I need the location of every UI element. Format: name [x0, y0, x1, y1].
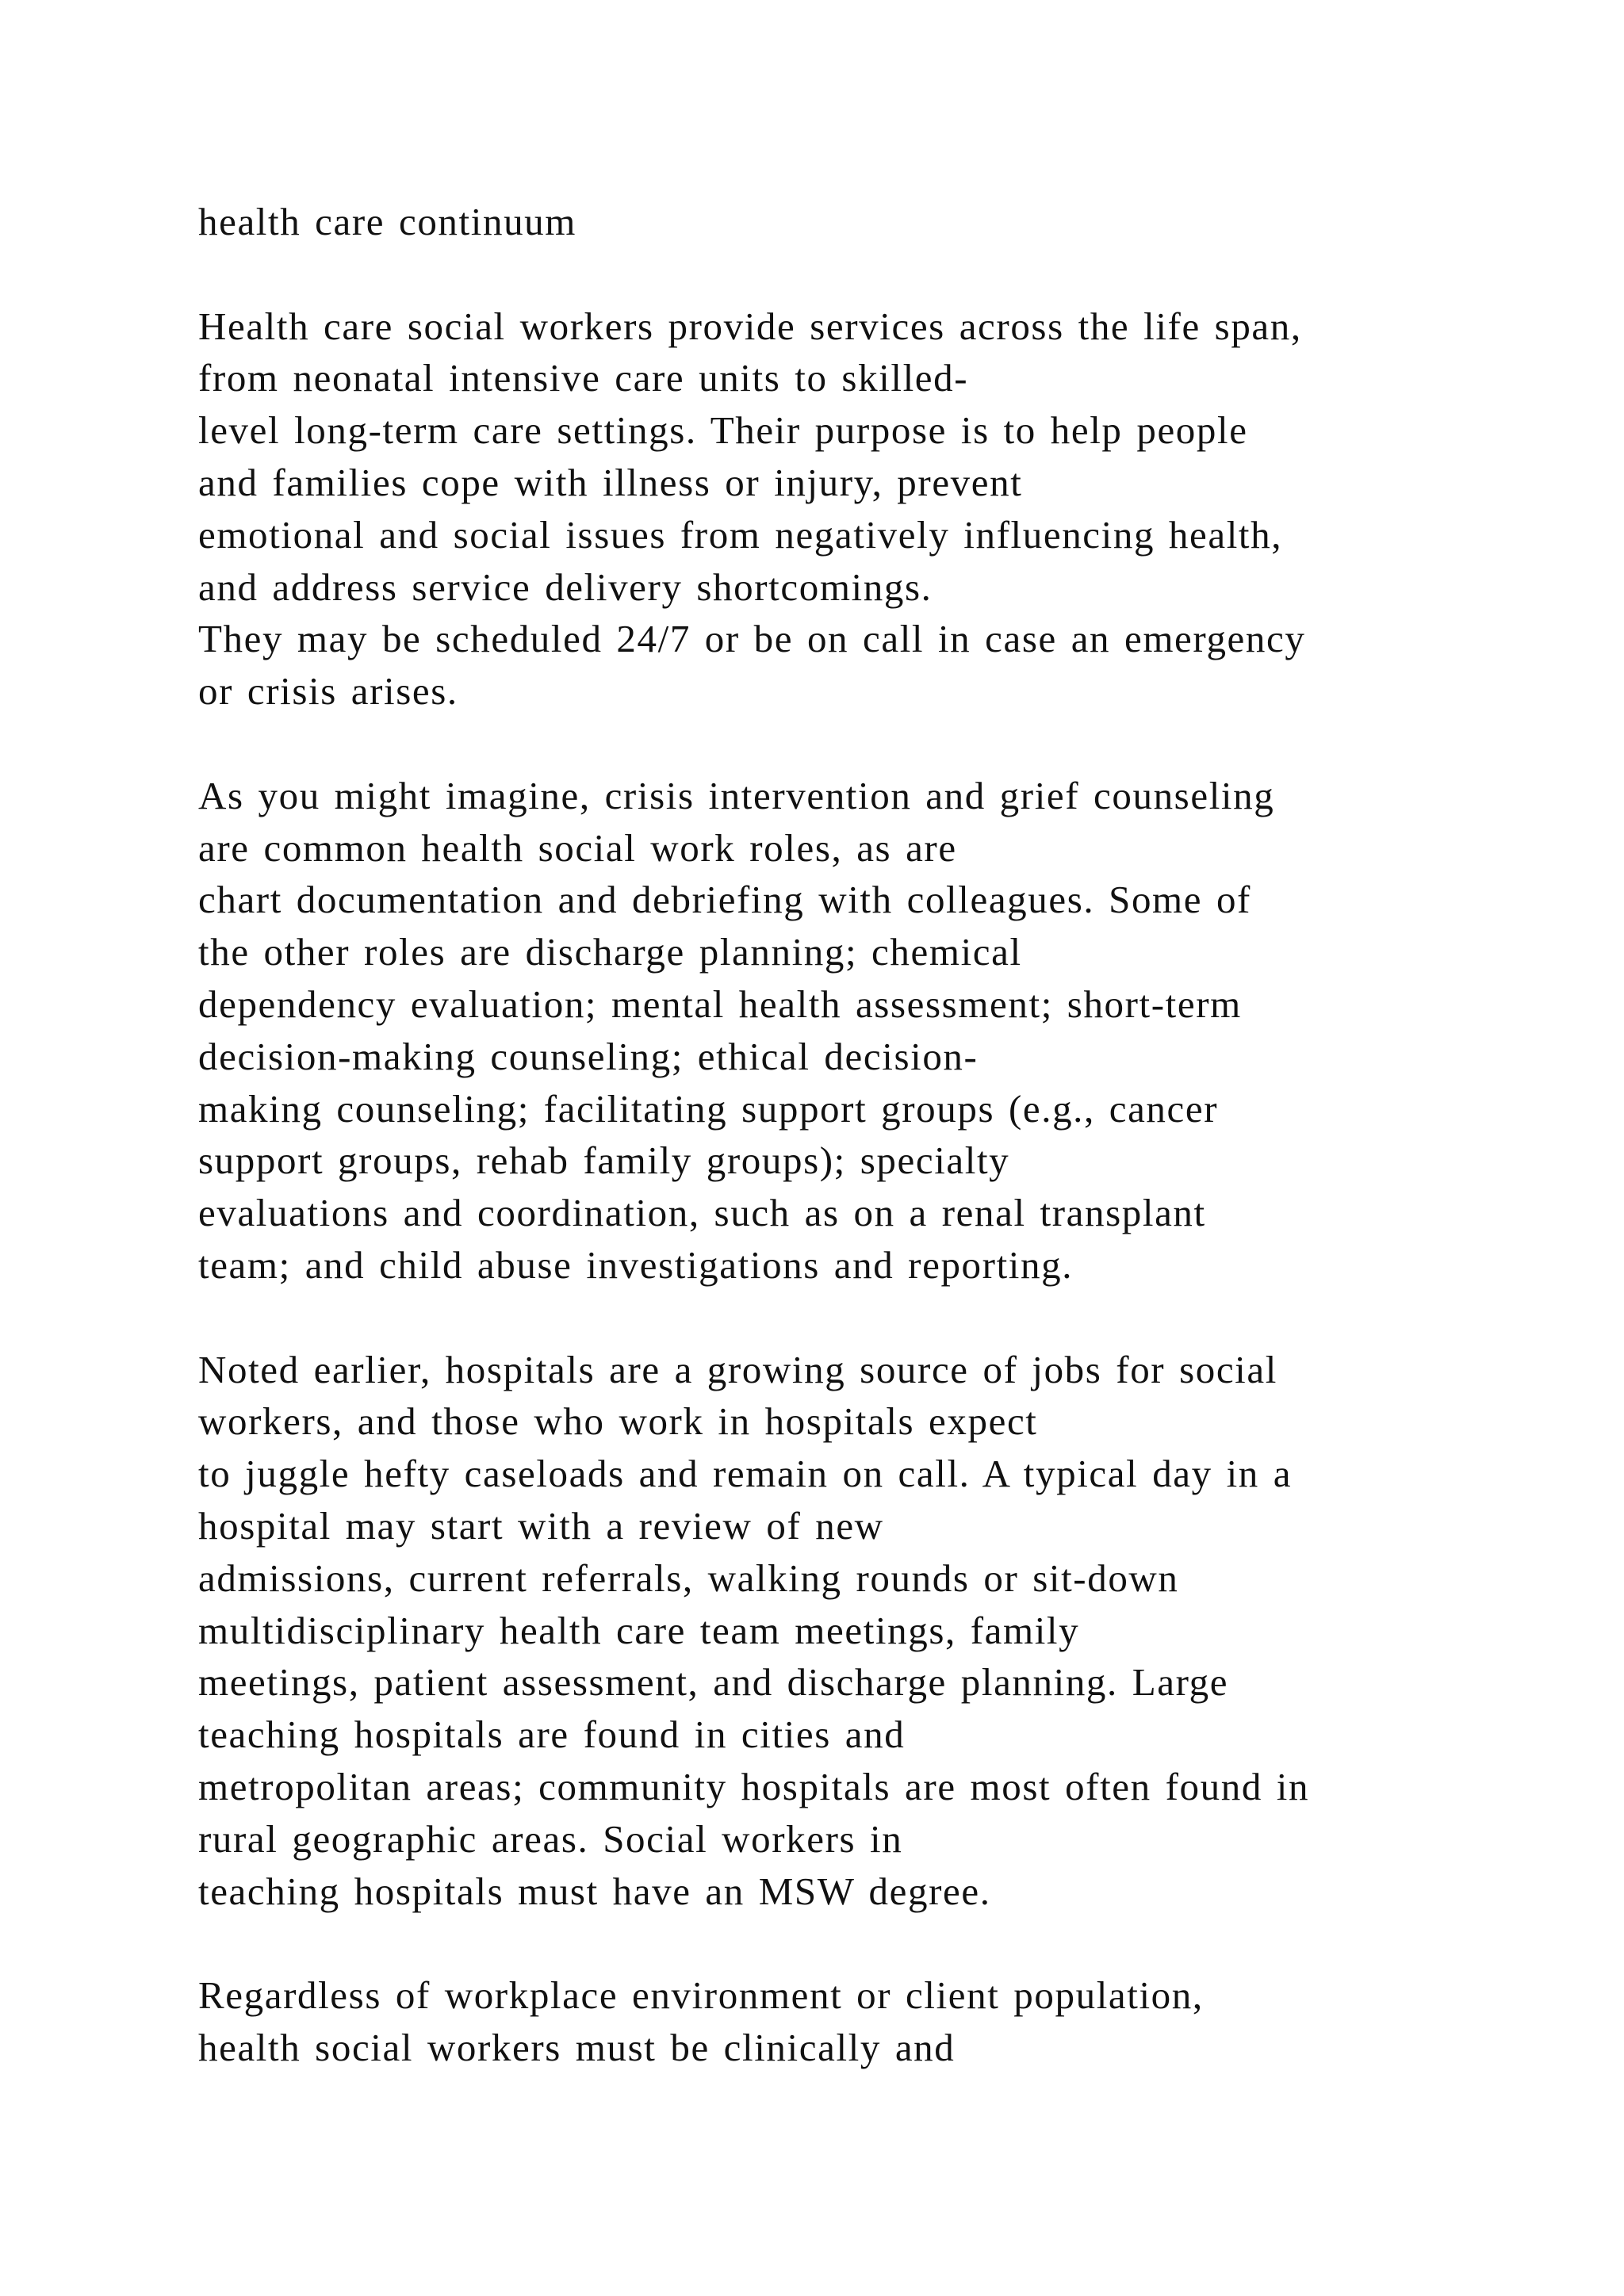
- text-line: admissions, current referrals, walking rounds or sit-down: [198, 1556, 1179, 1600]
- text-line: They may be scheduled 24/7 or be on call in case an emergency: [198, 617, 1306, 661]
- text-line: meetings, patient assessment, and discharge planning. Large: [198, 1660, 1229, 1705]
- text-line: Noted earlier, hospitals are a growing source of jobs for social: [198, 1347, 1277, 1391]
- document-body: [198, 196, 1467, 2074]
- paragraph-gap: [198, 1917, 1467, 1969]
- text-line: or crisis arises.: [198, 669, 458, 714]
- text-line: hospital may start with a review of new: [198, 1503, 884, 1548]
- text-line: As you might imagine, crisis intervention and grief counseling: [198, 773, 1275, 817]
- paragraph-1: [198, 300, 1467, 718]
- text-line: chart documentation and debriefing with colleagues. Some of: [198, 878, 1251, 922]
- text-line: from neonatal intensive care units to skilled-: [198, 356, 969, 400]
- text-line: health social workers must be clinically and: [198, 2025, 956, 2069]
- text-line: Regardless of workplace environment or client population,: [198, 1973, 1204, 2018]
- text-line: workers, and those who work in hospitals expect: [198, 1399, 1038, 1444]
- document-heading: health care continuum: [198, 200, 576, 243]
- paragraph-gap: [198, 718, 1467, 770]
- paragraph-gap: [198, 1292, 1467, 1344]
- paragraph-gap: [198, 248, 1467, 300]
- text-line: emotional and social issues from negatively influencing health,: [198, 512, 1283, 557]
- text-line: team; and child abuse investigations and reporting.: [198, 1242, 1074, 1287]
- paragraph-2: [198, 770, 1467, 1292]
- text-line: level long-term care settings. Their purpose is to help people: [198, 408, 1248, 453]
- text-line: multidisciplinary health care team meetings, family: [198, 1608, 1080, 1652]
- text-line: making counseling; facilitating support groups (e.g., cancer: [198, 1086, 1219, 1131]
- text-line: Health care social workers provide services across the life span,: [198, 304, 1302, 348]
- text-line: teaching hospitals are found in cities and: [198, 1712, 906, 1757]
- paragraph-4: [198, 1969, 1467, 2074]
- text-line: teaching hospitals must have an MSW degree.: [198, 1869, 991, 1913]
- text-line: decision-making counseling; ethical decision-: [198, 1034, 979, 1078]
- text-line: to juggle hefty caseloads and remain on call. A typical day in a: [198, 1452, 1293, 1496]
- text-line: and address service delivery shortcomings.: [198, 564, 933, 609]
- text-line: dependency evaluation; mental health assessment; short-term: [198, 982, 1242, 1026]
- paragraph-3: [198, 1344, 1467, 1918]
- text-line: support groups, rehab family groups); specialty: [198, 1138, 1010, 1183]
- text-line: the other roles are discharge planning; chemical: [198, 930, 1022, 974]
- text-line: rural geographic areas. Social workers in: [198, 1816, 903, 1861]
- text-line: and families cope with illness or injury, prevent: [198, 460, 1023, 504]
- text-line: metropolitan areas; community hospitals are most often found in: [198, 1764, 1310, 1808]
- text-line: evaluations and coordination, such as on a renal transplant: [198, 1191, 1206, 1235]
- text-line: are common health social work roles, as are: [198, 825, 957, 870]
